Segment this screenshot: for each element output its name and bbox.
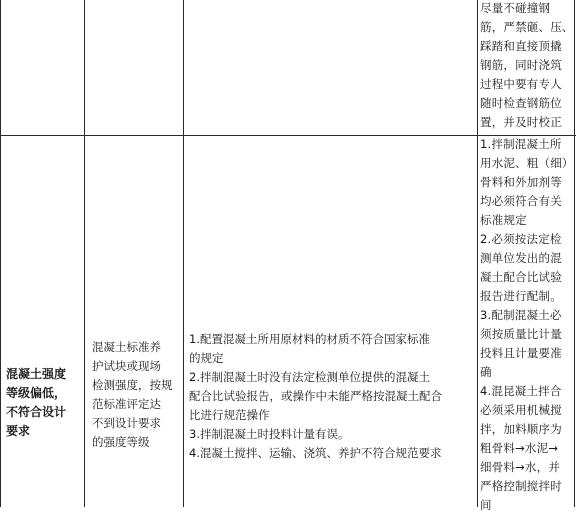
top-row-prevention-cell [478, 0, 574, 132]
symptom-line: 不到设计要求 [92, 416, 161, 430]
prevention-line: 骨料和外加剂等 [480, 175, 562, 189]
symptom-line: 范标准评定达 [92, 397, 161, 411]
prevention-line: 须按质量比计量 [480, 327, 562, 341]
item-line: 等级偏低， [6, 386, 67, 400]
symptom-line: 混凝土标准养 [92, 340, 161, 354]
symptom-line: 的强度等级 [92, 435, 150, 449]
symptom-cell [85, 338, 183, 452]
prevention-cell [478, 135, 574, 515]
text-line: 过程中要有专人 [480, 77, 562, 91]
item-cell [0, 365, 84, 441]
prevention-line: 2.必须按法定检 [480, 232, 562, 246]
text-line: 筋，严禁砸、压、 [480, 20, 574, 34]
text-line: 踩踏和直接顶撬 [480, 39, 562, 53]
cause-cell [184, 330, 477, 463]
item-line: 要求 [6, 424, 31, 438]
prevention-line: 凝土配合比试验 [480, 270, 562, 284]
cause-line: 的规定 [189, 351, 224, 365]
cause-line: 比进行规范操作 [189, 408, 270, 422]
prevention-line: 1.拌制混凝土所 [480, 137, 562, 151]
text-line: 置，并及时校正 [480, 115, 562, 129]
prevention-line: 测单位发出的混 [480, 251, 562, 265]
item-line: 混凝土强度 [6, 367, 67, 381]
prevention-line: 报告进行配制。 [480, 289, 562, 303]
cause-line: 4.混凝土搅拌、运输、浇筑、养护不符合规范要求 [189, 446, 442, 460]
prevention-line: 4.混昆凝土拌合 [480, 384, 562, 398]
prevention-line: 拌，加料顺序为 [480, 422, 562, 436]
prevention-line: 3.配制混凝土必 [480, 308, 562, 322]
prevention-line: 确 [480, 365, 492, 379]
cause-line: 3.拌制混凝土时投料计量有误。 [189, 427, 350, 441]
cause-line: 2.拌制混凝土时没有法定检测单位提供的混凝土 [189, 370, 430, 384]
table-border-right [574, 0, 575, 507]
item-line: 不符合设计 [6, 405, 67, 419]
text-line: 钢筋，同时浇筑 [480, 58, 562, 72]
symptom-line: 检测强度，按规 [92, 378, 173, 392]
prevention-line: 必须采用机械搅 [480, 403, 562, 417]
prevention-line: 间 [480, 498, 492, 512]
prevention-line: 投料且计量要准 [480, 346, 562, 360]
cause-line: 配合比试验报告，或操作中未能严格按混凝土配合 [189, 389, 442, 403]
prevention-line: 标准规定 [480, 213, 527, 227]
prevention-line: 严格控制搅拌时 [480, 479, 562, 493]
prevention-line: 用水泥、粗（细） [480, 156, 574, 170]
text-line: 尽量不碰撞钢 [480, 1, 551, 15]
cause-line: 1.配置混凝土所用原材料的材质不符合国家标准 [189, 332, 430, 346]
prevention-line: 粗骨料→水泥→ [480, 441, 559, 455]
text-line: 随时检查钢筋位 [480, 96, 562, 110]
symptom-line: 护试块或现场 [92, 359, 161, 373]
prevention-line: 均必须符合有关 [480, 194, 562, 208]
prevention-line: 细骨料→水，并 [480, 460, 561, 474]
